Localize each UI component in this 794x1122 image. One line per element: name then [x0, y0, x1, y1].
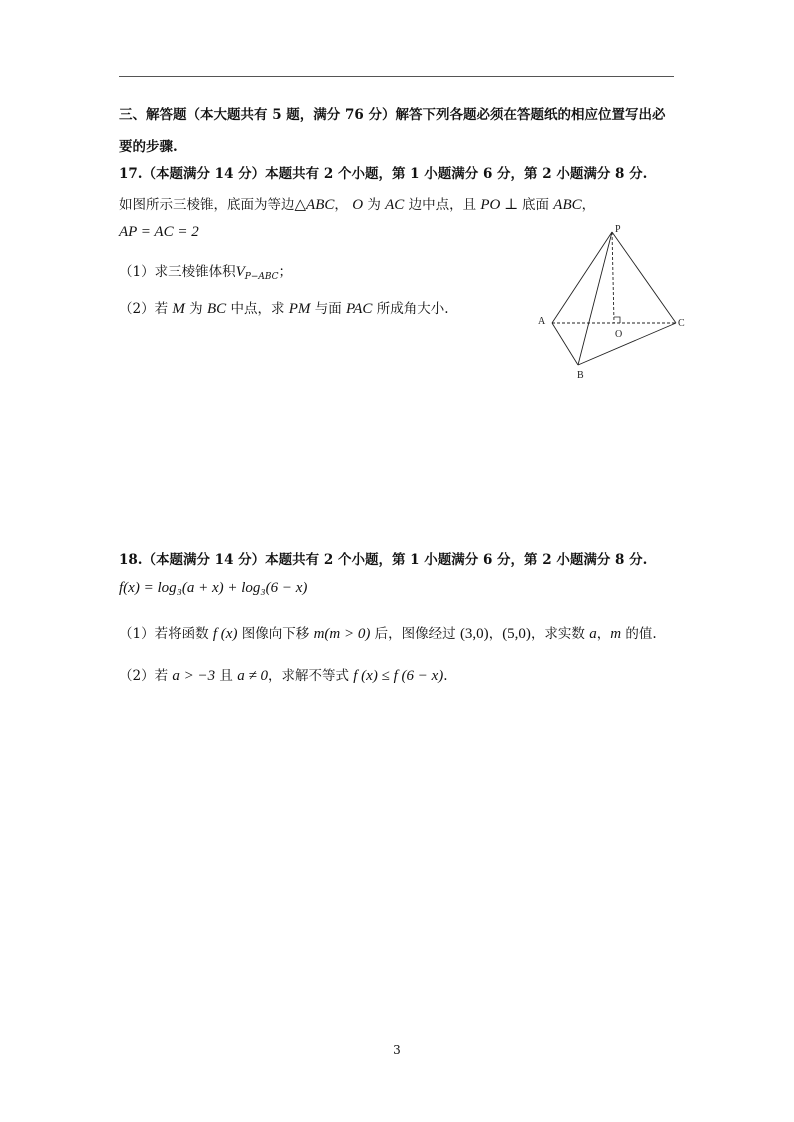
q18-function: f(x) = log₃(a + x) + log₃(6 − x) — [119, 580, 308, 596]
label-B: B — [577, 370, 584, 381]
edge-PO-hidden — [612, 232, 614, 323]
q18-title: 18.（本题满分 14 分）本题共有 2 个小题，第 1 小题满分 6 分，第 2 小题满分 8 分. — [119, 552, 648, 568]
q17-stem: 如图所示三棱锥，底面为等边△ABC， O 为 AC 边中点，且 PO ⊥ 底面 ABC， — [119, 197, 596, 213]
pyramid-figure — [530, 222, 700, 382]
section-heading-line1: 三、解答题（本大题共有 5 题，满分 76 分）解答下列各题必须在答题纸的相应位置写出必 — [119, 107, 666, 123]
label-O: O — [615, 329, 623, 340]
edge-PA — [552, 232, 612, 323]
header-rule — [119, 76, 674, 77]
label-C: C — [678, 318, 685, 329]
section-heading-line2: 要的步骤. — [119, 139, 178, 155]
edge-PB — [578, 232, 612, 365]
edge-BC — [578, 323, 676, 365]
q18-part2: （2）若 a > −3 且 a ≠ 0，求解不等式 f (x) ≤ f (6 − x). — [119, 668, 448, 684]
q17-given: AP = AC = 2 — [119, 224, 199, 240]
q17-part2: （2）若 M 为 BC 中点，求 PM 与面 PAC 所成角大小. — [119, 301, 449, 317]
page-number: 3 — [393, 1043, 401, 1057]
q18-part1: （1）若将函数 f (x) 图像向下移 m(m > 0) 后，图像经过 (3,0)，(5,0)，求实数 a，m 的值. — [119, 626, 657, 642]
right-angle-mark — [614, 317, 620, 323]
edge-PC — [612, 232, 676, 323]
q17-title: 17.（本题满分 14 分）本题共有 2 个小题，第 1 小题满分 6 分，第 2 小题满分 8 分. — [119, 166, 648, 182]
label-A: A — [538, 316, 546, 327]
edge-AB — [552, 323, 578, 365]
label-P: P — [615, 224, 621, 235]
q17-part1: （1）求三棱锥体积$V_{P-ABC}$； — [119, 264, 293, 282]
